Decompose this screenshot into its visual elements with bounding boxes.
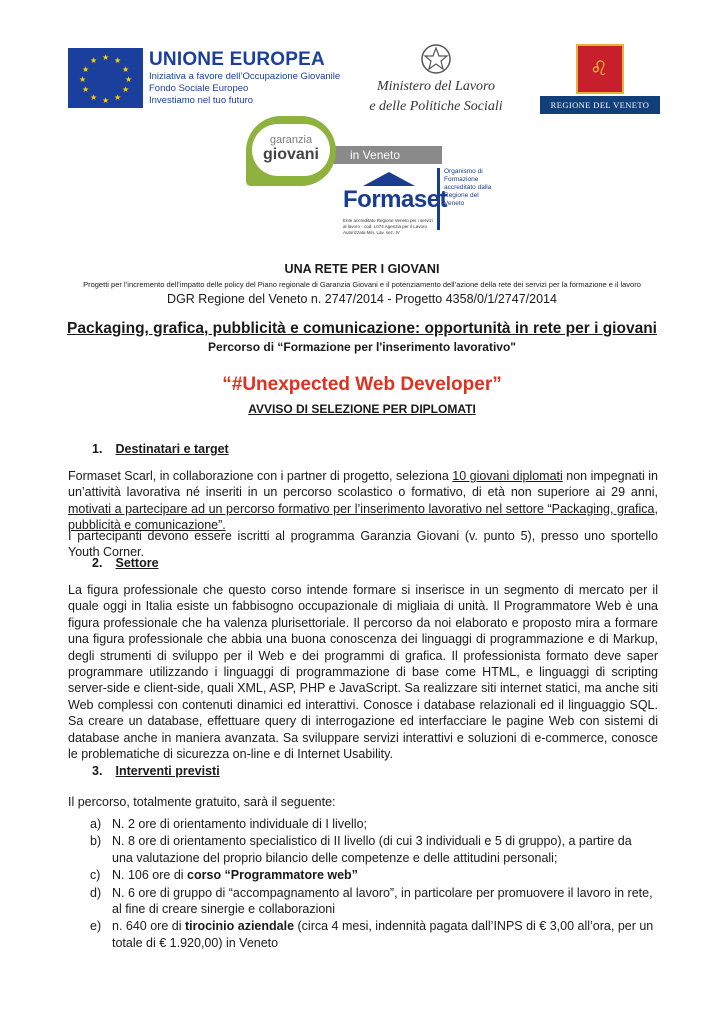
paragraph: La figura professionale che questo corso intende formare si inserisce in un segmento di mercato per il quale oggi in Italia esiste un fabbisogno occupazionale di migliaia di unità. Il Programmatore Web è una figura professionale che ha valenza plurisettoriale. Il percorso da noi elaborato e proposto mira a formare una figura professionale che abbia una buona conoscenza dei linguaggi di programmazione e di Markup, degli strumenti di sviluppo per il Web e dei programmi di grafica. Il professionista formato deve saper programmare utilizzando i linguaggi di programmazione di base come HTML, e linguaggi di scripting server-side e client-side, quali XML, ASP, PHP e JavaScript. Sa realizzare siti internet statici, ma anche siti Web complessi con contenuti dinamici ed interattivi. Conosce i database relazionali ed il linguaggio SQL. Sa creare un database, effettuare query di interrogazione ed interfacciare le pagine Web con sistemi di database anche in maniera avanzata. Sa sviluppare servizi interattivi e soluzioni di e-commerce, conosce le problematiche di sicurezza on-line e di Internet Usability.: [68, 583, 658, 762]
text: N. 106 ore di: [112, 868, 188, 883]
lion-icon: ♌: [576, 44, 624, 94]
underlined-text: motivati a partecipare ad un percorso formativo per l’inserimento lavorativo nel settore “Packaging, grafica, pubblicità e comunicazione”.: [68, 501, 658, 533]
list-letter: e): [90, 919, 102, 934]
ministero-logo: [356, 42, 516, 116]
formaset-logo: [343, 172, 448, 235]
list-letter: a): [90, 817, 102, 831]
speech-bubble-icon: [246, 116, 336, 186]
paragraph: [68, 468, 658, 534]
section-number: 2.: [92, 556, 103, 570]
eu-line: Iniziativa a favore dell’Occupazione Giovanile: [149, 71, 341, 82]
text: n. 640 ore di: [112, 919, 185, 934]
percorso-title: Percorso di “Formazione per l'inserimento lavorativo": [208, 340, 516, 354]
list-letter: b): [90, 834, 102, 849]
formaset-name: Formaset: [343, 186, 448, 213]
ministero-line2: e delle Politiche Sociali: [369, 99, 503, 114]
garanzia-word: garanzia: [269, 134, 313, 146]
text: (circa 4 mesi, indennità pagata dall’INPS di € 3,00 all’ora, per un totale di € 1.920,00) in Veneto: [112, 919, 654, 950]
section-label: Settore: [115, 556, 159, 570]
section-heading: [92, 556, 159, 570]
list-letter: c): [90, 868, 101, 883]
text: N. 2 ore di orientamento individuale di I livello;: [112, 817, 367, 831]
regione-veneto-label: REGIONE DEL VENETO: [540, 96, 660, 114]
text: N. 8 ore di orientamento specialistico di II livello (di cui 3 individuali e 5 di gruppo), a partire da una valutazione del proprio bilancio delle competenze e delle attitudini personali;: [112, 834, 632, 865]
house-roof-icon: [363, 172, 415, 186]
text: non impegnati in un’attività lavorativa né inseriti in un percorso scolastico o formativo, di età non superiore ai 29 anni,: [68, 469, 658, 500]
list-item: [90, 816, 656, 832]
section-number: 3.: [92, 764, 103, 778]
paragraph: I partecipanti devono essere iscritti al programma Garanzia Giovani (v. punto 5), presso uno sportello Youth Corner.: [68, 529, 658, 560]
list-item: [90, 867, 656, 883]
section-heading: [92, 764, 220, 778]
interventi-list: [90, 816, 656, 952]
organismo-badge: [437, 168, 496, 230]
ministero-line1: Ministero del Lavoro: [377, 79, 495, 94]
text: N. 6 ore di gruppo di “accompagnamento al lavoro”, in particolare per promuovere il lavoro in rete, al fine di creare sinergie e collaborazioni: [112, 885, 653, 917]
regione-veneto-logo: [540, 44, 660, 116]
italian-emblem-icon: [419, 42, 453, 76]
section-label: Interventi previsti: [115, 764, 220, 778]
garanzia-region: in Veneto: [330, 146, 442, 164]
dgr-reference: DGR Regione del Veneto n. 2747/2014 - Progetto 4358/0/1/2747/2014: [167, 292, 557, 306]
network-title: UNA RETE PER I GIOVANI: [284, 262, 440, 276]
eu-flag-icon: ★ ★ ★ ★ ★ ★ ★ ★ ★ ★ ★ ★: [68, 48, 143, 108]
section-heading: [92, 442, 229, 456]
list-letter: d): [90, 885, 102, 900]
course-title: “#Unexpected Web Developer”: [222, 374, 502, 395]
section-label: Destinatari e target: [115, 442, 229, 456]
list-item: [90, 918, 656, 951]
eu-title: UNIONE EUROPEA: [149, 49, 325, 70]
section-number: 1.: [92, 442, 103, 456]
eu-line: Investiamo nel tuo futuro: [149, 95, 254, 106]
list-item: [90, 833, 656, 866]
eu-logo: [68, 48, 340, 108]
text: Formaset Scarl, in collaborazione con i partner di progetto, seleziona: [68, 469, 453, 483]
paragraph: Il percorso, totalmente gratuito, sarà il seguente:: [68, 795, 336, 809]
project-title: Packaging, grafica, pubblicità e comunicazione: opportunità in rete per i giovani: [67, 320, 657, 337]
eu-line: Fondo Sociale Europeo: [149, 83, 249, 94]
avviso-title: AVVISO DI SELEZIONE PER DIPLOMATI: [248, 402, 476, 416]
bold-text: tirocinio aziendale: [184, 919, 295, 934]
underlined-text: 10 giovani diplomati: [452, 469, 563, 483]
bold-text: corso “Programmatore web”: [187, 868, 358, 883]
giovani-word: giovani: [262, 146, 319, 163]
organismo-text: Organismo di Formazione accreditato dalla Regione del Veneto: [444, 168, 492, 207]
formaset-accreditation: Ente accreditato Regione Veneto per i servizi al lavoro - cod. L074 Agenzia per il Lavoro Autorizzata Min. Lav. sez. IV: [343, 218, 433, 235]
list-item: [90, 885, 656, 918]
network-subtitle: Progetti per l’incremento dell’impatto delle policy del Piano regionale di Garanzia Giovani e il potenziamento dell’azione della rete dei servizi per la formazione e il lavoro: [83, 280, 641, 289]
